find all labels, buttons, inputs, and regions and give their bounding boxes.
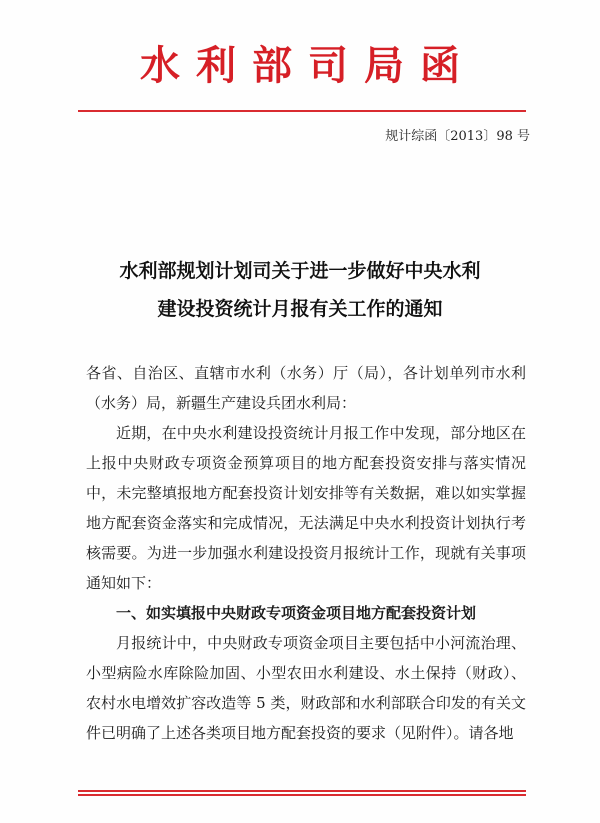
letterhead-title: 水利部司局函 (140, 43, 476, 89)
document-body (86, 358, 526, 748)
body-paragraph-1: 近期，在中央水利建设投资统计月报工作中发现，部分地区在上报中央财政专项资金预算项目的地方配套投资安排与落实情况中，未完整填报地方配套投资计划安排等有关数据，难以如实掌握地方配套资金落实和完成情况，无法满足中央水利投资计划执行考核需要。为进一步加强水利建设投资月报统计工作，现就有关事项通知如下： (86, 424, 526, 592)
footer-rule-lower (78, 794, 526, 796)
body-paragraph-2: 月报统计中，中央财政专项资金项目主要包括中小河流治理、小型病险水库除险加固、小型农田水利建设、水土保持（财政）、农村水电增效扩容改造等 5 类，财政部和水利部联合印发的有关文件已明确了上述各类项目地方配套投资的要求（见附件）。请各地 (86, 634, 526, 742)
document-title-line-1: 水利部规划计划司关于进一步做好中央水利 (119, 260, 481, 282)
document-title (60, 252, 540, 328)
document-title-line-2: 建设投资统计月报有关工作的通知 (157, 298, 443, 320)
section-heading-1: 一、如实填报中央财政专项资金项目地方配套投资计划 (116, 604, 477, 622)
footer-rule-upper (78, 790, 526, 792)
letterhead-rule (78, 110, 526, 112)
addressee: 各省、自治区、直辖市水利（水务）厅（局），各计划单列市水利（水务）局，新疆生产建设兵团水利局： (86, 364, 526, 412)
document-number: 规计综函〔2013〕98 号 (385, 129, 530, 144)
